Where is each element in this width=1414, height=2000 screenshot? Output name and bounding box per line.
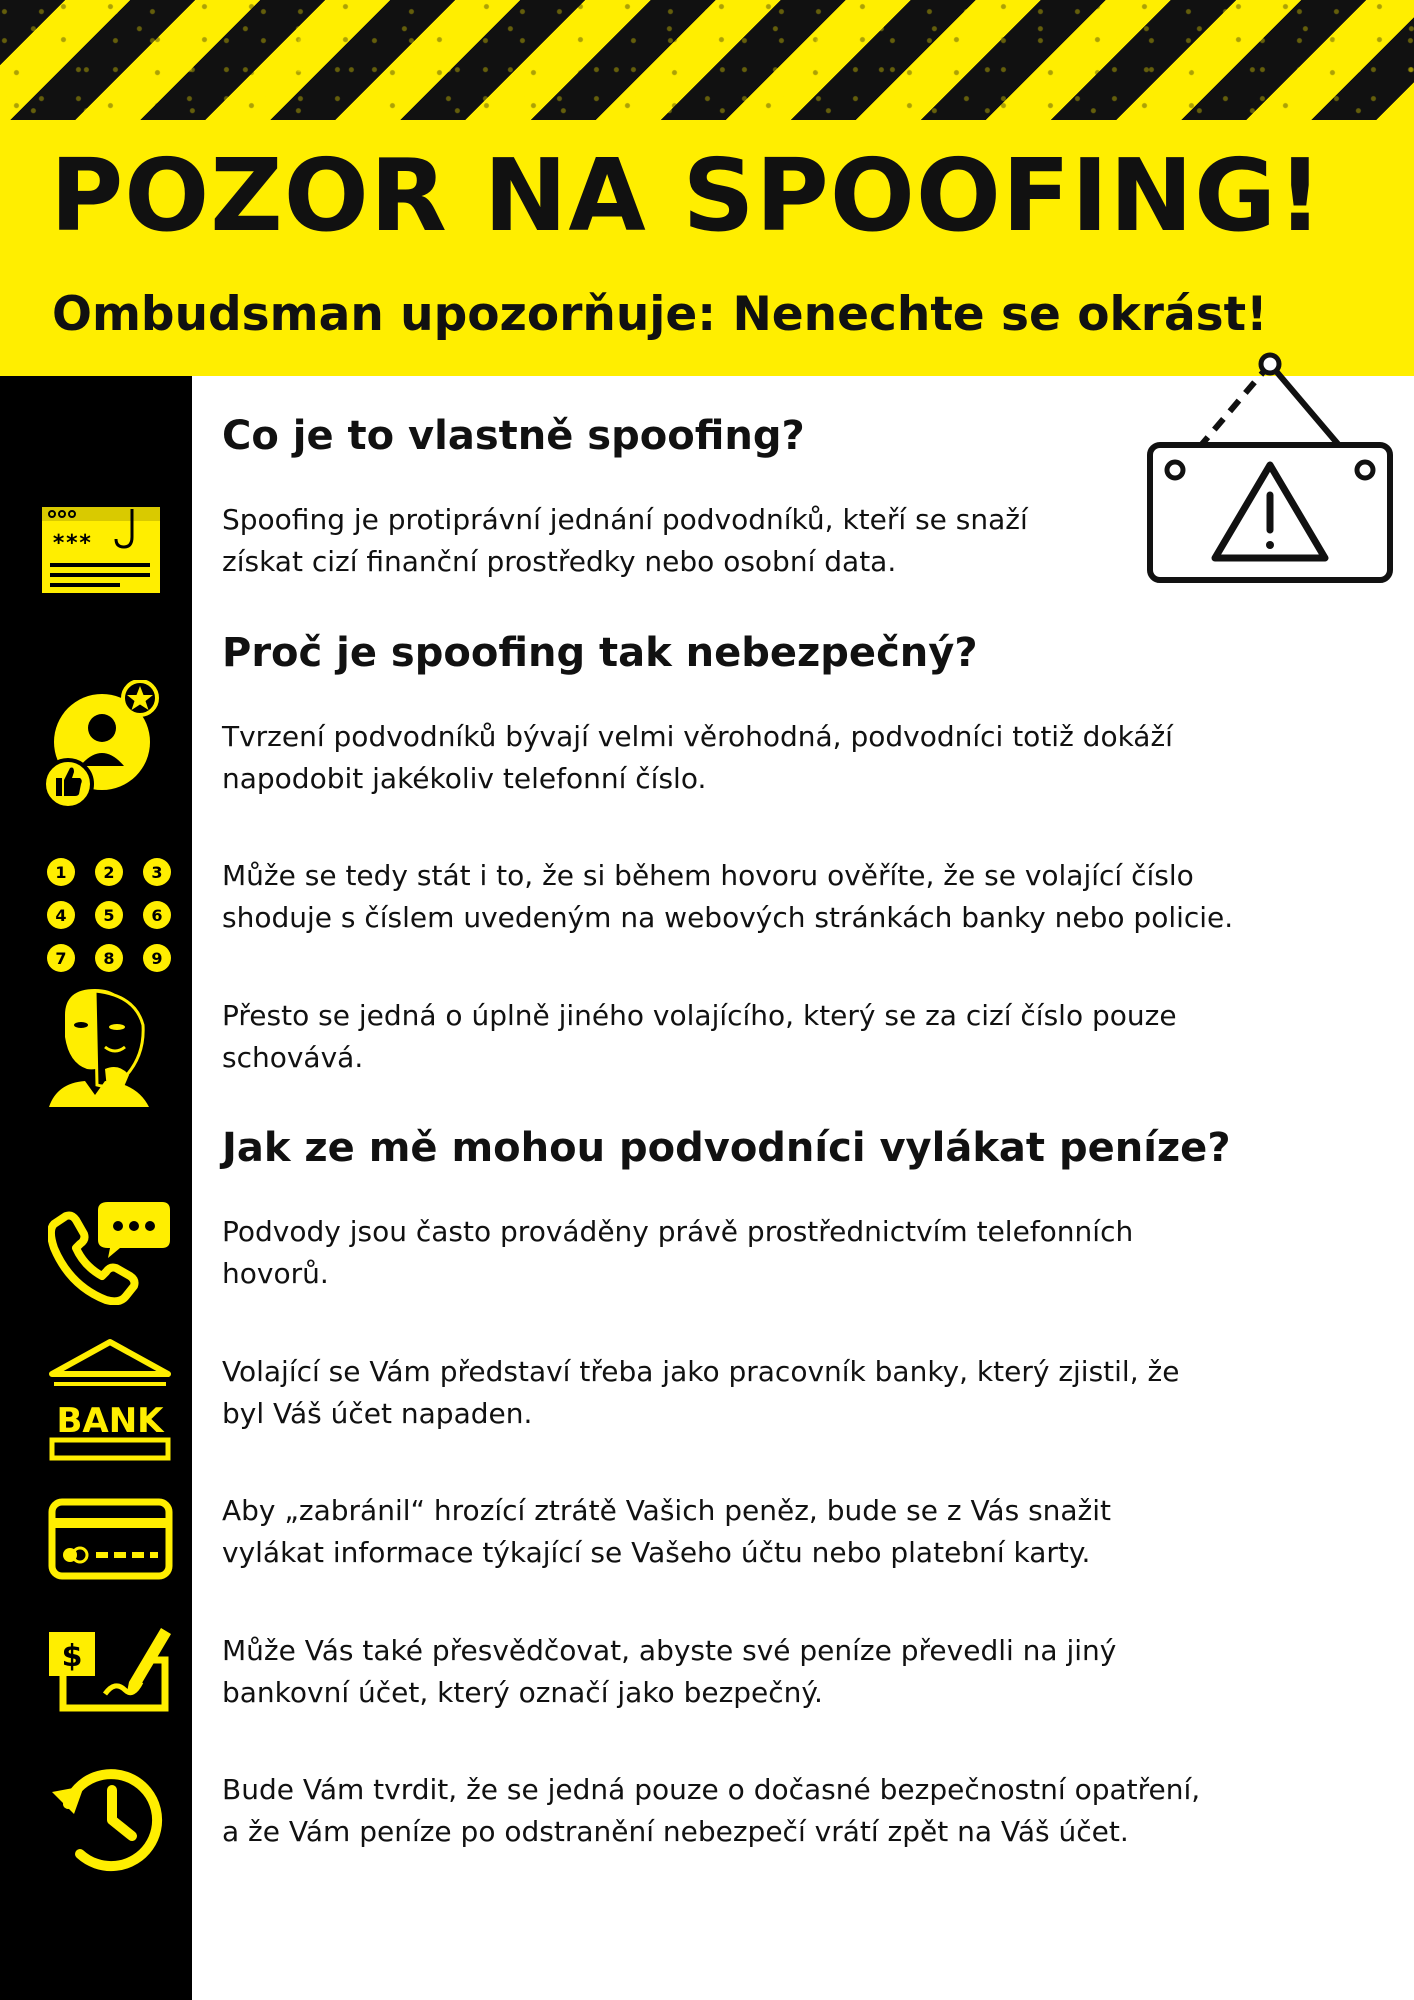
- history-clock-icon: [50, 1758, 170, 1878]
- keypad-digit: 8: [103, 949, 115, 968]
- paragraph-line: Bude Vám tvrdit, že se jedná pouze o dočasné bezpečnostní opatření,: [222, 1773, 1201, 1806]
- paragraph-line: bankovní účet, který označí jako bezpečný.: [222, 1676, 823, 1709]
- sidebar: [0, 376, 192, 2000]
- paragraph-line: napodobit jakékoliv telefonní číslo.: [222, 762, 707, 795]
- keypad-digit: 4: [55, 906, 67, 925]
- keypad-digit: 6: [151, 906, 163, 925]
- bank-icon: [48, 1338, 173, 1463]
- paragraph-line: schovává.: [222, 1041, 364, 1074]
- page-title: POZOR NA SPOOFING!: [50, 137, 1324, 254]
- keypad-digit: 7: [55, 949, 67, 968]
- stripes-texture: [0, 0, 1414, 120]
- keypad-digit: 2: [103, 863, 115, 882]
- section-heading-what-is-spoofing: Co je to vlastně spoofing?: [222, 413, 805, 459]
- section-heading-how-they-steal: Jak ze mě mohou podvodníci vylákat peníze?: [222, 1125, 1231, 1171]
- phishing-webpage-icon: [40, 505, 162, 595]
- keypad-digit: 9: [151, 949, 163, 968]
- paragraph-line: Podvody jsou často prováděny právě prostřednictvím telefonních: [222, 1215, 1134, 1248]
- paragraph-line: Přesto se jedná o úplně jiného volajícího, který se za cizí číslo pouze: [222, 999, 1177, 1032]
- page-subtitle: Ombudsman upozorňuje: Nenechte se okrást!: [52, 287, 1268, 342]
- cheque-signing-icon: [45, 1620, 173, 1715]
- section-heading-why-dangerous: Proč je spoofing tak nebezpečný?: [222, 630, 978, 676]
- bank-label: BANK: [56, 1401, 164, 1441]
- paragraph-line: Může se tedy stát i to, že si během hovoru ověříte, že se volající číslo: [222, 859, 1194, 892]
- warning-sign-icon: [1145, 350, 1395, 590]
- paragraph-line: shoduje s číslem uvedeným na webových stránkách banky nebo policie.: [222, 901, 1234, 934]
- paragraph-line: vylákat informace týkající se Vašeho účtu nebo platební karty.: [222, 1536, 1091, 1569]
- paragraph-line: a že Vám peníze po odstranění nebezpečí vrátí zpět na Váš účet.: [222, 1815, 1129, 1848]
- keypad-digit: 5: [103, 906, 115, 925]
- password-mask: ***: [52, 531, 92, 556]
- hazard-stripes: [0, 0, 1414, 120]
- mask-icon: [45, 985, 167, 1110]
- paragraph-line: Volající se Vám představí třeba jako pracovník banky, který zjistil, že: [222, 1355, 1180, 1388]
- keypad-icon: [42, 853, 176, 978]
- credit-card-icon: [48, 1498, 173, 1580]
- phone-chat-icon: [48, 1200, 172, 1305]
- keypad-digit: 3: [151, 863, 163, 882]
- user-rating-icon: [40, 680, 162, 810]
- paragraph-line: byl Váš účet napaden.: [222, 1397, 533, 1430]
- keypad-digit: 1: [55, 863, 67, 882]
- paragraph-line: Aby „zabránil“ hrozící ztrátě Vašich peněz, bude se z Vás snažit: [222, 1494, 1112, 1527]
- paragraph-line: Může Vás také přesvědčovat, abyste své peníze převedli na jiný: [222, 1634, 1117, 1667]
- dollar-sign: $: [61, 1639, 83, 1674]
- paragraph-line: Tvrzení podvodníků bývají velmi věrohodná, podvodníci totiž dokáží: [222, 720, 1173, 753]
- paragraph-line: Spoofing je protiprávní jednání podvodníků, kteří se snaží: [222, 503, 1028, 536]
- paragraph-line: získat cizí finanční prostředky nebo osobní data.: [222, 545, 897, 578]
- paragraph-line: hovorů.: [222, 1257, 329, 1290]
